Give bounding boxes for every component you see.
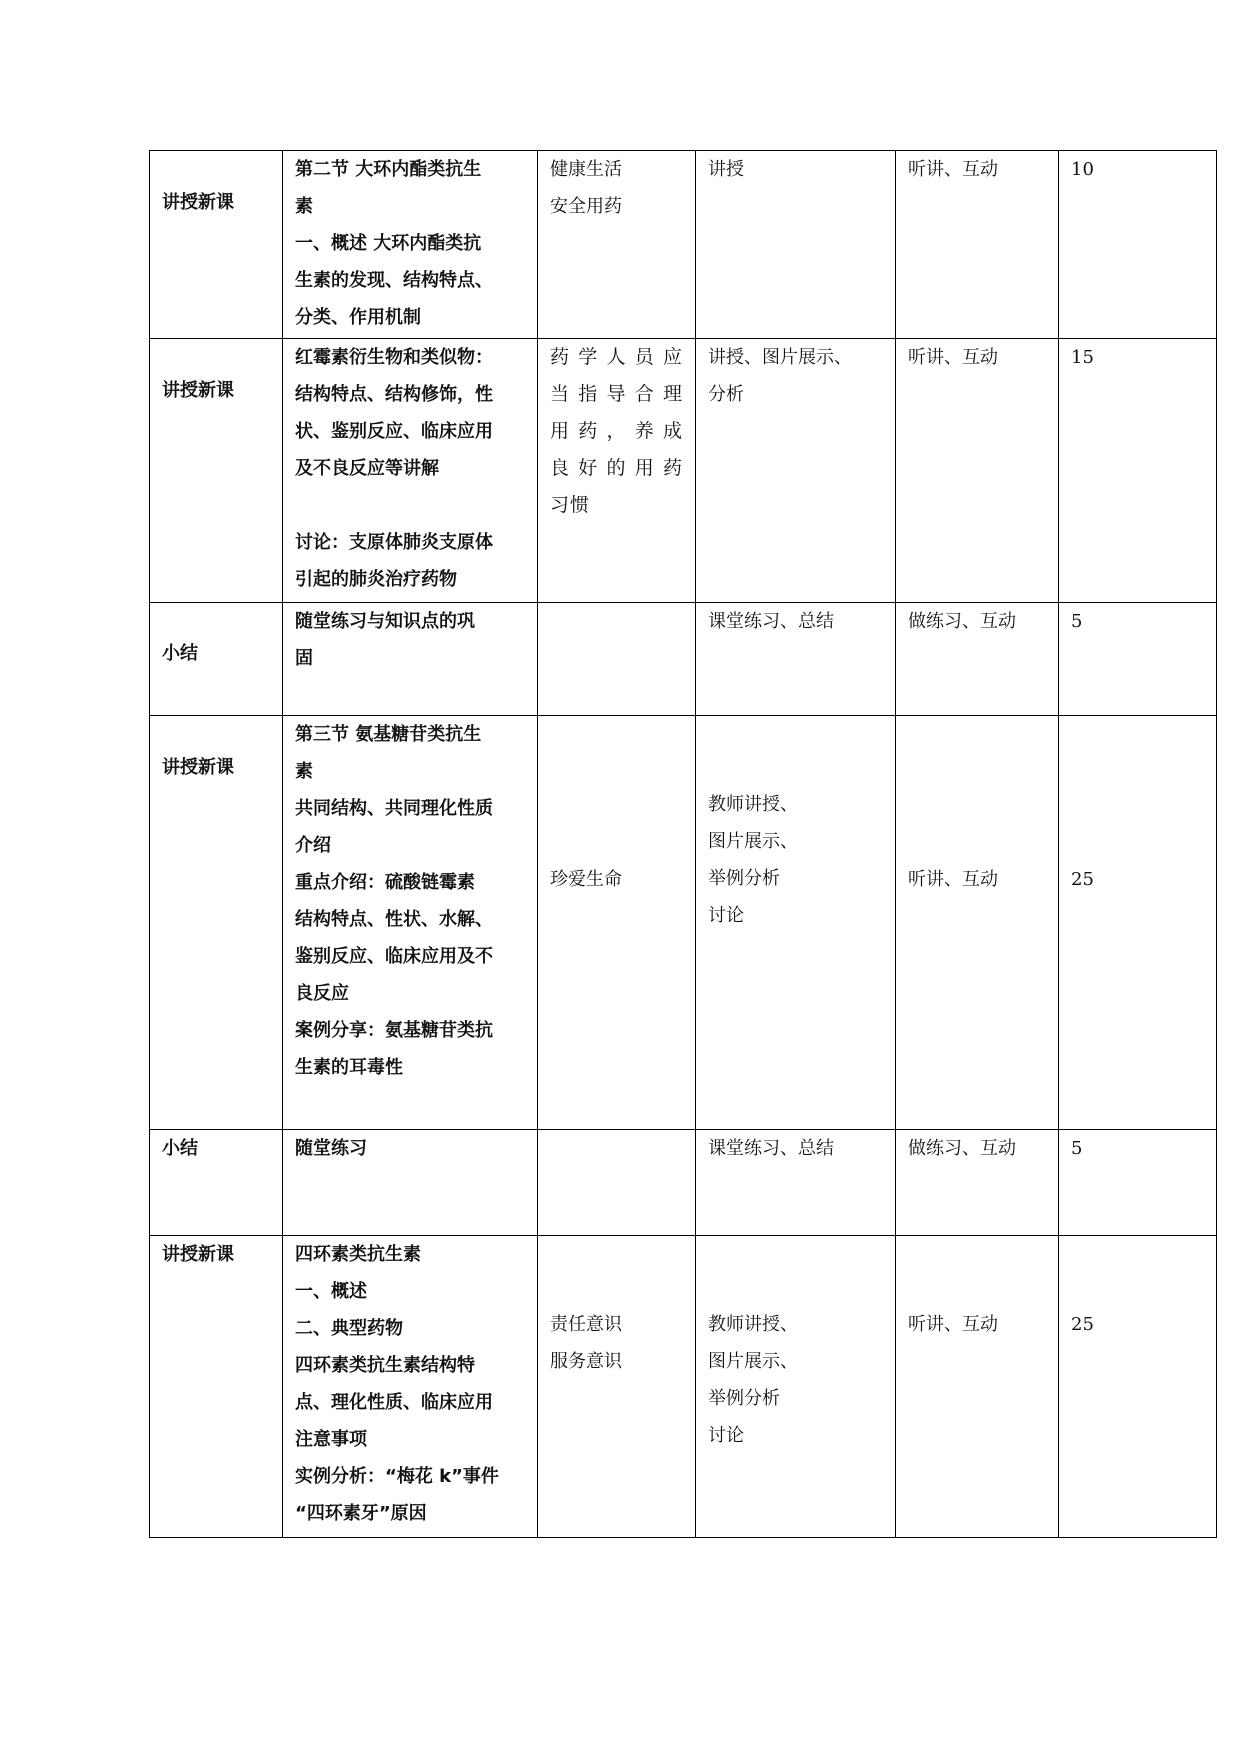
content-line: 随堂练习 xyxy=(295,1138,367,1159)
method-line: 图片展示、 xyxy=(708,831,798,852)
method-line: 讲授 xyxy=(708,159,744,180)
content-line: 一、概述 大环内酯类抗 xyxy=(295,233,482,254)
content-line: 第二节 大环内酯类抗生 xyxy=(295,159,482,180)
content-line: 注意事项 xyxy=(295,1429,367,1450)
content-cell xyxy=(283,339,538,603)
table-row xyxy=(150,716,1217,1130)
method-cell xyxy=(696,716,896,1130)
content-line: 分类、作用机制 xyxy=(295,307,421,328)
method-line: 课堂练习、总结 xyxy=(708,611,834,632)
method-line: 讨论 xyxy=(708,905,744,926)
content-line: 讨论：支原体肺炎支原体 xyxy=(295,532,493,553)
ideology-line: 健康生活 xyxy=(550,159,622,180)
content-line: 引起的肺炎治疗药物 xyxy=(295,569,457,590)
ideology-cell xyxy=(538,1130,696,1236)
phase-label: 讲授新课 xyxy=(162,192,234,213)
method-line: 讨论 xyxy=(708,1425,744,1446)
method-line: 教师讲授、 xyxy=(708,1314,798,1335)
activity-text: 听讲、互动 xyxy=(908,347,998,368)
activity-text: 听讲、互动 xyxy=(908,159,998,180)
time-value: 5 xyxy=(1071,611,1083,632)
content-line: 案例分享：氨基糖苷类抗 xyxy=(295,1020,493,1041)
time-value: 10 xyxy=(1071,159,1094,180)
content-cell xyxy=(283,151,538,339)
ideology-line: 服务意识 xyxy=(550,1351,622,1372)
ideology-cell xyxy=(538,151,696,339)
activity-text: 做练习、互动 xyxy=(908,611,1016,632)
time-value: 25 xyxy=(1071,869,1094,890)
ideology-line: 用药，养成 xyxy=(550,420,683,442)
spacer xyxy=(295,487,525,524)
method-cell xyxy=(696,339,896,603)
method-line: 举例分析 xyxy=(708,1388,780,1409)
content-line: 随堂练习与知识点的巩 xyxy=(295,611,475,632)
content-line: 素 xyxy=(295,196,313,217)
time-value: 15 xyxy=(1071,347,1094,368)
ideology-line: 责任意识 xyxy=(550,1314,622,1335)
phase-cell xyxy=(150,151,283,339)
content-line: 鉴别反应、临床应用及不 xyxy=(295,946,493,967)
method-cell xyxy=(696,603,896,716)
method-cell xyxy=(696,1236,896,1538)
table-row xyxy=(150,603,1217,716)
time-cell xyxy=(1059,339,1217,603)
activity-text: 听讲、互动 xyxy=(908,869,998,890)
phase-label: 讲授新课 xyxy=(162,1244,234,1265)
activity-cell xyxy=(896,603,1059,716)
activity-text: 做练习、互动 xyxy=(908,1138,1016,1159)
phase-cell xyxy=(150,339,283,603)
phase-cell xyxy=(150,1130,283,1236)
phase-label: 小结 xyxy=(162,643,198,664)
content-line: 共同结构、共同理化性质 xyxy=(295,798,493,819)
ideology-cell xyxy=(538,603,696,716)
content-line: 良反应 xyxy=(295,983,349,1004)
activity-cell xyxy=(896,151,1059,339)
ideology-line: 良好的用药 xyxy=(550,457,683,479)
ideology-line: 习惯 xyxy=(550,494,591,516)
ideology-line: 珍爱生命 xyxy=(550,869,622,890)
content-line: 实例分析：“梅花 k”事件 xyxy=(295,1466,499,1487)
content-line: 及不良反应等讲解 xyxy=(295,458,439,479)
method-line: 课堂练习、总结 xyxy=(708,1138,834,1159)
activity-cell xyxy=(896,1130,1059,1236)
time-value: 5 xyxy=(1071,1138,1083,1159)
phase-label: 讲授新课 xyxy=(162,757,234,778)
time-value: 25 xyxy=(1071,1314,1094,1335)
content-line: 生素的耳毒性 xyxy=(295,1057,403,1078)
content-line: 一、概述 xyxy=(295,1281,367,1302)
phase-label: 讲授新课 xyxy=(162,380,234,401)
time-cell xyxy=(1059,1130,1217,1236)
time-cell xyxy=(1059,716,1217,1130)
table-row xyxy=(150,339,1217,603)
lesson-plan-table xyxy=(149,150,1217,1538)
content-line: 素 xyxy=(295,761,313,782)
content-line: 生素的发现、结构特点、 xyxy=(295,270,493,291)
content-cell xyxy=(283,1236,538,1538)
activity-text: 听讲、互动 xyxy=(908,1314,998,1335)
phase-cell xyxy=(150,603,283,716)
phase-cell xyxy=(150,1236,283,1538)
ideology-line: 当指导合理 xyxy=(550,383,683,405)
content-line: 点、理化性质、临床应用 xyxy=(295,1392,493,1413)
content-line: 结构特点、性状、水解、 xyxy=(295,909,493,930)
content-line: 四环素类抗生素 xyxy=(295,1244,421,1265)
content-cell xyxy=(283,1130,538,1236)
content-cell xyxy=(283,603,538,716)
phase-label: 小结 xyxy=(162,1138,198,1159)
method-line: 举例分析 xyxy=(708,868,780,889)
content-line: 介绍 xyxy=(295,835,331,856)
content-line: “四环素牙”原因 xyxy=(295,1503,427,1524)
content-line: 固 xyxy=(295,648,313,669)
content-line: 状、鉴别反应、临床应用 xyxy=(295,421,493,442)
ideology-line: 药学人员应 xyxy=(550,346,683,368)
content-line: 结构特点、结构修饰，性 xyxy=(295,384,493,405)
ideology-cell xyxy=(538,716,696,1130)
activity-cell xyxy=(896,339,1059,603)
table-row xyxy=(150,151,1217,339)
table-row xyxy=(150,1236,1217,1538)
method-line: 教师讲授、 xyxy=(708,794,798,815)
time-cell xyxy=(1059,151,1217,339)
ideology-cell xyxy=(538,1236,696,1538)
time-cell xyxy=(1059,1236,1217,1538)
activity-cell xyxy=(896,716,1059,1130)
content-line: 红霉素衍生物和类似物： xyxy=(295,347,493,368)
ideology-line: 安全用药 xyxy=(550,196,622,217)
method-line: 图片展示、 xyxy=(708,1351,798,1372)
method-line: 讲授、图片展示、 xyxy=(708,347,852,368)
time-cell xyxy=(1059,603,1217,716)
content-line: 重点介绍：硫酸链霉素 xyxy=(295,872,475,893)
activity-cell xyxy=(896,1236,1059,1538)
method-line: 分析 xyxy=(708,384,744,405)
method-cell xyxy=(696,1130,896,1236)
table-row xyxy=(150,1130,1217,1236)
phase-cell xyxy=(150,716,283,1130)
method-cell xyxy=(696,151,896,339)
content-line: 二、典型药物 xyxy=(295,1318,403,1339)
content-cell xyxy=(283,716,538,1130)
content-line: 第三节 氨基糖苷类抗生 xyxy=(295,724,482,745)
ideology-cell xyxy=(538,339,696,603)
content-line: 四环素类抗生素结构特 xyxy=(295,1355,475,1376)
